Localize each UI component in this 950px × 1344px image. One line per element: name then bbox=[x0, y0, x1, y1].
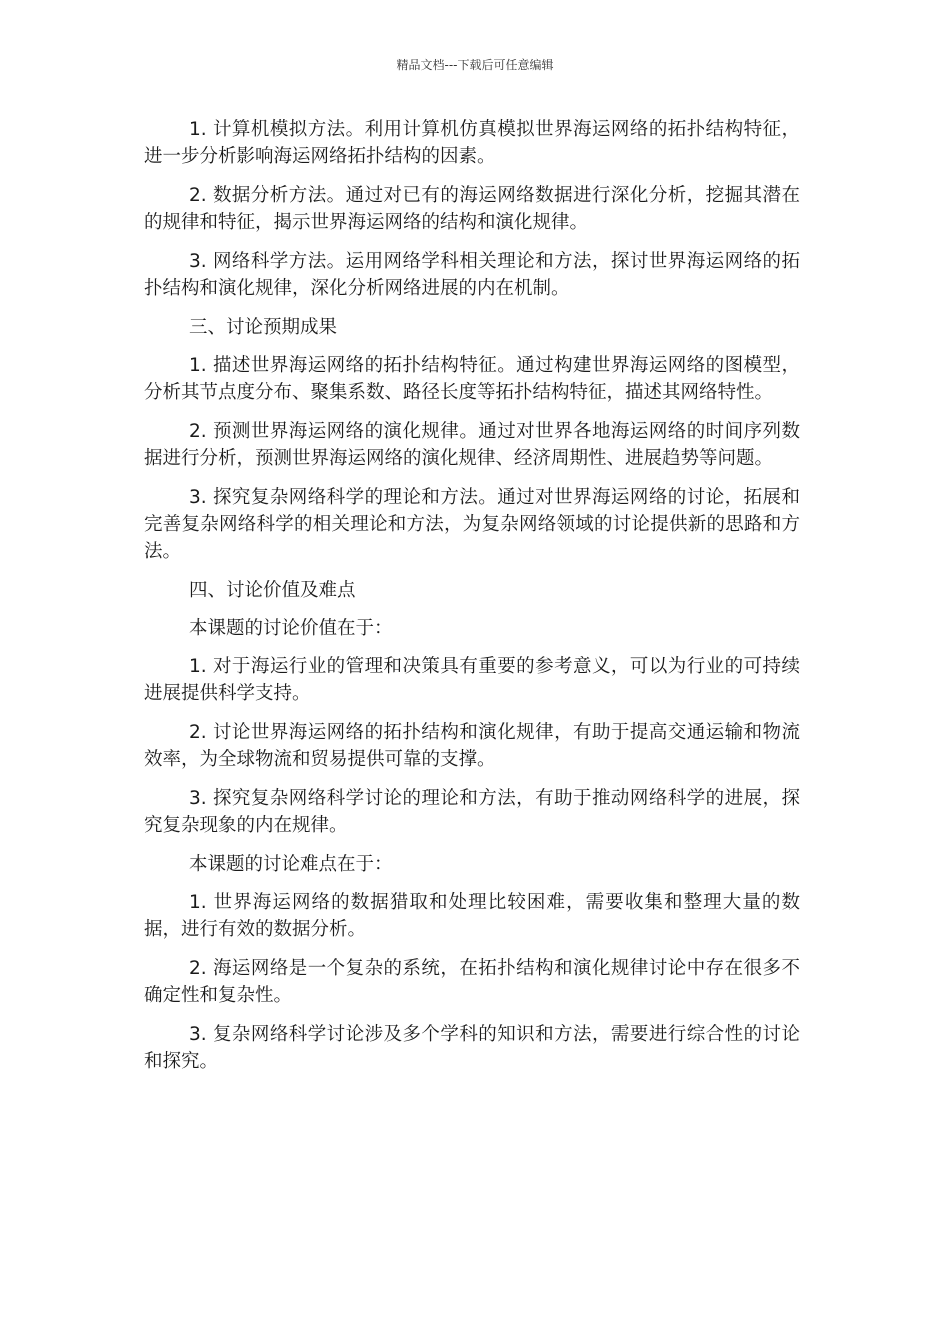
page-header: 精品文档---下载后可任意编辑 bbox=[396, 58, 554, 72]
value-item-1: 1. 对于海运行业的管理和决策具有重要的参考意义，可以为行业的可持续进展提供科学支持。 bbox=[144, 656, 800, 704]
method-item-1: 1. 计算机模拟方法。利用计算机仿真模拟世界海运网络的拓扑结构特征，进一步分析影响海运网络拓扑结构的因素。 bbox=[144, 119, 800, 167]
section-heading-value-difficulty: 四、讨论价值及难点 bbox=[189, 580, 356, 601]
difficulty-intro: 本课题的讨论难点在于： bbox=[189, 854, 393, 875]
difficulty-item-1: 1. 世界海运网络的数据猎取和处理比较困难，需要收集和整理大量的数据，进行有效的数据分析。 bbox=[144, 892, 800, 940]
method-item-2: 2. 数据分析方法。通过对已有的海运网络数据进行深化分析，挖掘其潜在的规律和特征，揭示世界海运网络的结构和演化规律。 bbox=[144, 185, 800, 233]
difficulty-item-3: 3. 复杂网络科学讨论涉及多个学科的知识和方法，需要进行综合性的讨论和探究。 bbox=[144, 1024, 800, 1072]
value-intro: 本课题的讨论价值在于： bbox=[189, 618, 393, 639]
section-heading-expected-results: 三、讨论预期成果 bbox=[189, 317, 338, 338]
document-body bbox=[144, 116, 800, 1087]
result-item-1: 1. 描述世界海运网络的拓扑结构特征。通过构建世界海运网络的图模型，分析其节点度分布、聚集系数、路径长度等拓扑结构特征，描述其网络特性。 bbox=[144, 355, 800, 403]
value-item-3: 3. 探究复杂网络科学讨论的理论和方法，有助于推动网络科学的进展，探究复杂现象的内在规律。 bbox=[144, 788, 800, 836]
difficulty-item-2: 2. 海运网络是一个复杂的系统，在拓扑结构和演化规律讨论中存在很多不确定性和复杂性。 bbox=[144, 958, 800, 1006]
result-item-2: 2. 预测世界海运网络的演化规律。通过对世界各地海运网络的时间序列数据进行分析，预测世界海运网络的演化规律、经济周期性、进展趋势等问题。 bbox=[144, 421, 800, 469]
result-item-3: 3. 探究复杂网络科学的理论和方法。通过对世界海运网络的讨论，拓展和完善复杂网络科学的相关理论和方法，为复杂网络领域的讨论提供新的思路和方法。 bbox=[144, 487, 800, 562]
value-item-2: 2. 讨论世界海运网络的拓扑结构和演化规律，有助于提高交通运输和物流效率，为全球物流和贸易提供可靠的支撑。 bbox=[144, 722, 800, 770]
method-item-3: 3. 网络科学方法。运用网络学科相关理论和方法，探讨世界海运网络的拓扑结构和演化规律，深化分析网络进展的内在机制。 bbox=[144, 251, 800, 299]
